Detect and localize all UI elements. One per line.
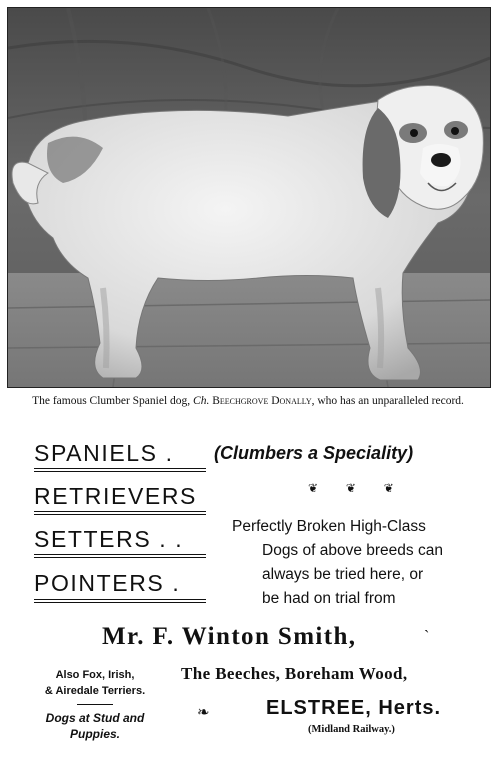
- pitch-line-4: be had on trial from: [262, 590, 396, 607]
- caption-part-4: , who has an unparalleled record.: [311, 395, 464, 407]
- breed-rule-4: [34, 599, 206, 600]
- breed-retrievers: RETRIEVERS: [34, 483, 197, 509]
- also-line-1: Also Fox, Irish,: [55, 669, 135, 681]
- sidebar-divider: [77, 704, 113, 705]
- proprietor-name: Mr. F. Winton Smith,: [102, 623, 357, 650]
- breed-rule-3: [34, 554, 206, 555]
- caption-part-1: The famous Clumber Spaniel dog,: [32, 395, 194, 407]
- pitch-line-3: always be tried here, or: [262, 566, 424, 583]
- breed-rule-3b: [34, 557, 206, 558]
- caption-dog-name: Beechgrove Donally: [212, 395, 312, 407]
- breed-rule-1b: [34, 471, 206, 472]
- breed-spaniels: SPANIELS .: [34, 440, 174, 466]
- also-line-2: & Airedale Terriers.: [44, 685, 146, 697]
- dog-photograph: [7, 7, 491, 388]
- ornament-fleurons: ❦ ❦ ❦: [308, 481, 406, 495]
- stud-line-2: Puppies.: [69, 727, 120, 741]
- breed-setters: SETTERS . .: [34, 526, 184, 552]
- railway-note: (Midland Railway.): [308, 724, 395, 735]
- breed-rule-2b: [34, 514, 206, 515]
- speciality-note: (Clumbers a Speciality): [214, 443, 414, 463]
- address-line-1: The Beeches, Boreham Wood,: [181, 664, 408, 683]
- breed-rule-2: [34, 511, 206, 512]
- pitch-line-1: Perfectly Broken High-Class: [232, 518, 426, 535]
- clumber-spaniel-image: [8, 8, 490, 387]
- printer-mark: `: [424, 628, 430, 645]
- breed-rule-1: [34, 468, 206, 469]
- pitch-line-2: Dogs of above breeds can: [262, 542, 443, 559]
- also-terriers-box: [20, 667, 170, 742]
- stud-line-1: Dogs at Stud and: [45, 711, 145, 725]
- flourish-icon: ❧: [197, 703, 210, 721]
- photo-caption: [20, 394, 476, 409]
- breed-rule-4b: [34, 602, 206, 603]
- caption-champion-abbrev: Ch.: [193, 395, 210, 407]
- breed-pointers: POINTERS .: [34, 570, 181, 596]
- sales-pitch: [232, 515, 472, 611]
- address-line-2: ELSTREE, Herts.: [266, 697, 442, 719]
